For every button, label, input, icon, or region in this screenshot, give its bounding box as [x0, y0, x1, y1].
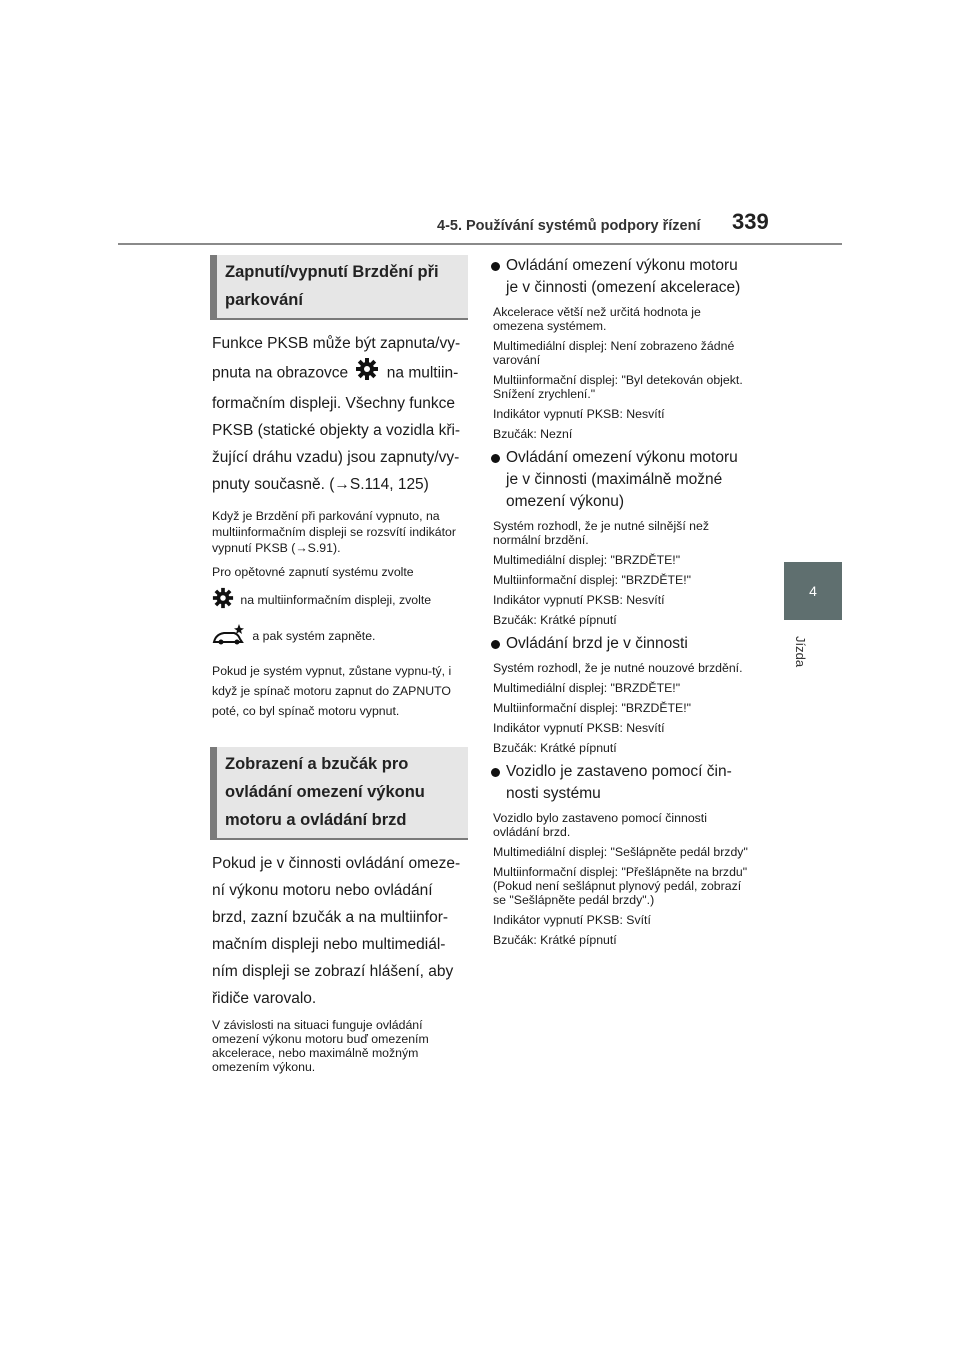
note-situation: V závislosti na situaci funguje ovládání omezení výkonu motoru buď omezením akcelerace, nebo maximálně možným omezením výkonu.	[212, 1018, 429, 1074]
detail-line: Multiinformační displej: "Byl detekován objekt. Snížení zrychlení."	[493, 373, 743, 401]
paragraph-text: Funkce PKSB může být zapnuta/vy-pnuta na obrazovce	[212, 335, 461, 382]
note-text: a pak systém zapněte.	[249, 628, 376, 643]
paragraph-text: na multiin-formačním displeji. Všechny funkce PKSB (statické objekty a vozidla kři-žující dráhu vzadu) jsou zapnuty/vy-pnuty současně. (→S.114, 125)	[212, 364, 461, 493]
detail-line: Indikátor vypnutí PKSB: Nesvítí	[493, 721, 665, 735]
note-text: na multiinformačním displeji, zvolte	[237, 592, 432, 607]
bullet-title: Ovládání omezení výkonu motoru je v činnosti (omezení akcelerace)	[506, 257, 741, 296]
gear-icon	[212, 587, 234, 614]
list-item	[491, 447, 751, 627]
detail-line: Multimediální displej: Není zobrazeno žádné varování	[493, 339, 735, 367]
detail-line: Indikátor vypnutí PKSB: Nesvítí	[493, 407, 665, 421]
bullet-heading	[491, 761, 751, 805]
bullet-icon	[491, 640, 500, 649]
section-title: 4-5. Používání systémů podpory řízení	[437, 218, 701, 234]
detail-line: Indikátor vypnutí PKSB: Svítí	[493, 913, 651, 927]
detail-line: Multimediální displej: "BRZDĚTE!"	[493, 681, 681, 695]
bullet-icon	[491, 262, 500, 271]
note-line-with-icon	[212, 622, 468, 651]
left-column	[210, 255, 468, 1074]
detail-line: Multimediální displej: "BRZDĚTE!"	[493, 553, 681, 567]
bullet-title: Ovládání omezení výkonu motoru je v činnosti (maximálně možné omezení výkonu)	[506, 449, 738, 510]
chapter-tab: 4	[784, 562, 842, 620]
detail-line: Vozidlo bylo zastaveno pomocí činnosti ovládání brzd.	[493, 811, 707, 839]
note-stays-off: Pokud je systém vypnut, zůstane vypnu-tý, i když je spínač motoru zapnut do ZAPNUTO poté, co byl spínač motoru vypnut.	[212, 664, 452, 718]
detail-line: Multiinformační displej: "BRZDĚTE!"	[493, 573, 692, 587]
bullet-title: Vozidlo je zastaveno pomocí čin-nosti systému	[506, 763, 732, 802]
note-pksb-off: Když je Brzdění při parkování vypnuto, na multiinformačním displeji se rozsvítí indikátor vypnutí PKSB (→S.91).	[212, 509, 456, 555]
right-column	[491, 255, 751, 953]
detail-line: Bzučák: Nezní	[493, 427, 573, 441]
paragraph-pksb-toggle	[212, 330, 468, 498]
detail-line: Bzučák: Krátké pípnutí	[493, 741, 617, 755]
bullet-heading	[491, 447, 751, 513]
detail-line: Multiinformační displej: "Přešlápněte na brzdu" (Pokud není sešlápnut plynový pedál, zobrazí se "Sešlápněte pedál brzdy".)	[493, 865, 748, 907]
bullet-icon	[491, 454, 500, 463]
list-item	[491, 761, 751, 947]
section-heading-buzzer: Zobrazení a bzučák pro ovládání omezení výkonu motoru a ovládání brzd	[210, 747, 468, 840]
list-item	[491, 255, 751, 441]
detail-line: Akcelerace větší než určitá hodnota je omezena systémem.	[493, 305, 701, 333]
gear-icon	[355, 357, 379, 390]
section-heading-pksb-toggle: Zapnutí/vypnutí Brzdění při parkování	[210, 255, 468, 320]
detail-line: Multiinformační displej: "BRZDĚTE!"	[493, 701, 692, 715]
detail-line: Bzučák: Krátké pípnutí	[493, 613, 617, 627]
note-line-with-icon	[212, 587, 468, 614]
page-number: 339	[732, 209, 769, 234]
detail-line: Systém rozhodl, že je nutné silnější než normální brzdění.	[493, 519, 709, 547]
detail-line: Indikátor vypnutí PKSB: Nesvítí	[493, 593, 665, 607]
detail-line: Bzučák: Krátké pípnutí	[493, 933, 617, 947]
bullet-heading	[491, 633, 751, 655]
detail-line: Multimediální displej: "Sešlápněte pedál brzdy"	[493, 845, 748, 859]
list-item	[491, 633, 751, 755]
paragraph-buzzer: Pokud je v činnosti ovládání omeze-ní výkonu motoru nebo ovládání brzd, zazní bzučák a na multiinfor-mačním displeji nebo multimediál-ním displeji se zobrazí hlášení, aby řidiče varovalo.	[212, 855, 461, 1007]
detail-line: Systém rozhodl, že je nutné nouzové brzdění.	[493, 661, 743, 675]
chapter-label: Jízda	[793, 636, 808, 668]
bullet-heading	[491, 255, 751, 299]
note-line: Pro opětovné zapnutí systému zvolte	[212, 565, 414, 579]
bullet-title: Ovládání brzd je v činnosti	[506, 635, 688, 652]
note-reenable	[212, 564, 468, 651]
car-warning-icon	[212, 622, 246, 651]
bullet-icon	[491, 768, 500, 777]
header-rule	[118, 243, 842, 245]
